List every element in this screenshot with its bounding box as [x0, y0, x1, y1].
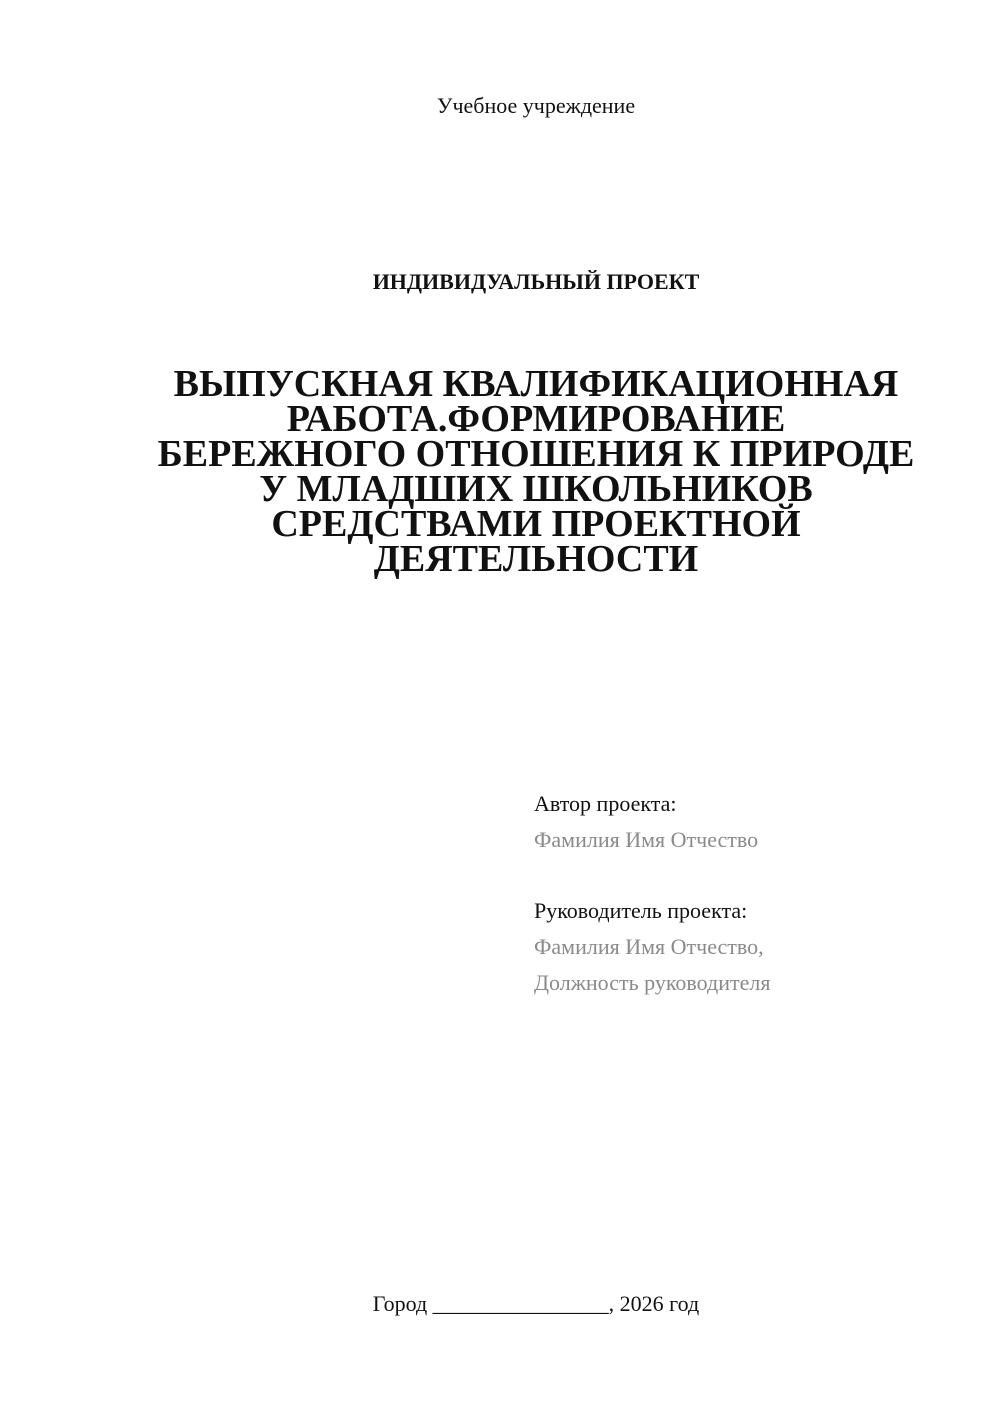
institution-name: Учебное учреждение — [436, 93, 636, 118]
city-year-line: Город ________________, 2026 год — [372, 1291, 700, 1316]
supervisor-name: Фамилия Имя Отчество, — [534, 934, 764, 959]
title-line: ВЫПУСКНАЯ КВАЛИФИКАЦИОННАЯ — [173, 363, 899, 405]
title-line: РАБОТА.ФОРМИРОВАНИЕ — [286, 398, 786, 440]
title-line: ДЕЯТЕЛЬНОСТИ — [373, 538, 699, 580]
supervisor-label: Руководитель проекта: — [534, 898, 748, 923]
supervisor-position: Должность руководителя — [534, 970, 771, 995]
author-block — [534, 786, 974, 858]
project-type: ИНДИВИДУАЛЬНЫЙ ПРОЕКТ — [372, 269, 700, 294]
author-name: Фамилия Имя Отчество — [534, 827, 759, 852]
title-line: У МЛАДШИХ ШКОЛЬНИКОВ — [259, 468, 813, 510]
title-line: БЕРЕЖНОГО ОТНОШЕНИЯ К ПРИРОДЕ — [157, 433, 915, 475]
title-line: СРЕДСТВАМИ ПРОЕКТНОЙ — [271, 503, 801, 545]
supervisor-block — [534, 893, 974, 1001]
project-title — [136, 363, 936, 580]
author-label: Автор проекта: — [534, 791, 677, 816]
